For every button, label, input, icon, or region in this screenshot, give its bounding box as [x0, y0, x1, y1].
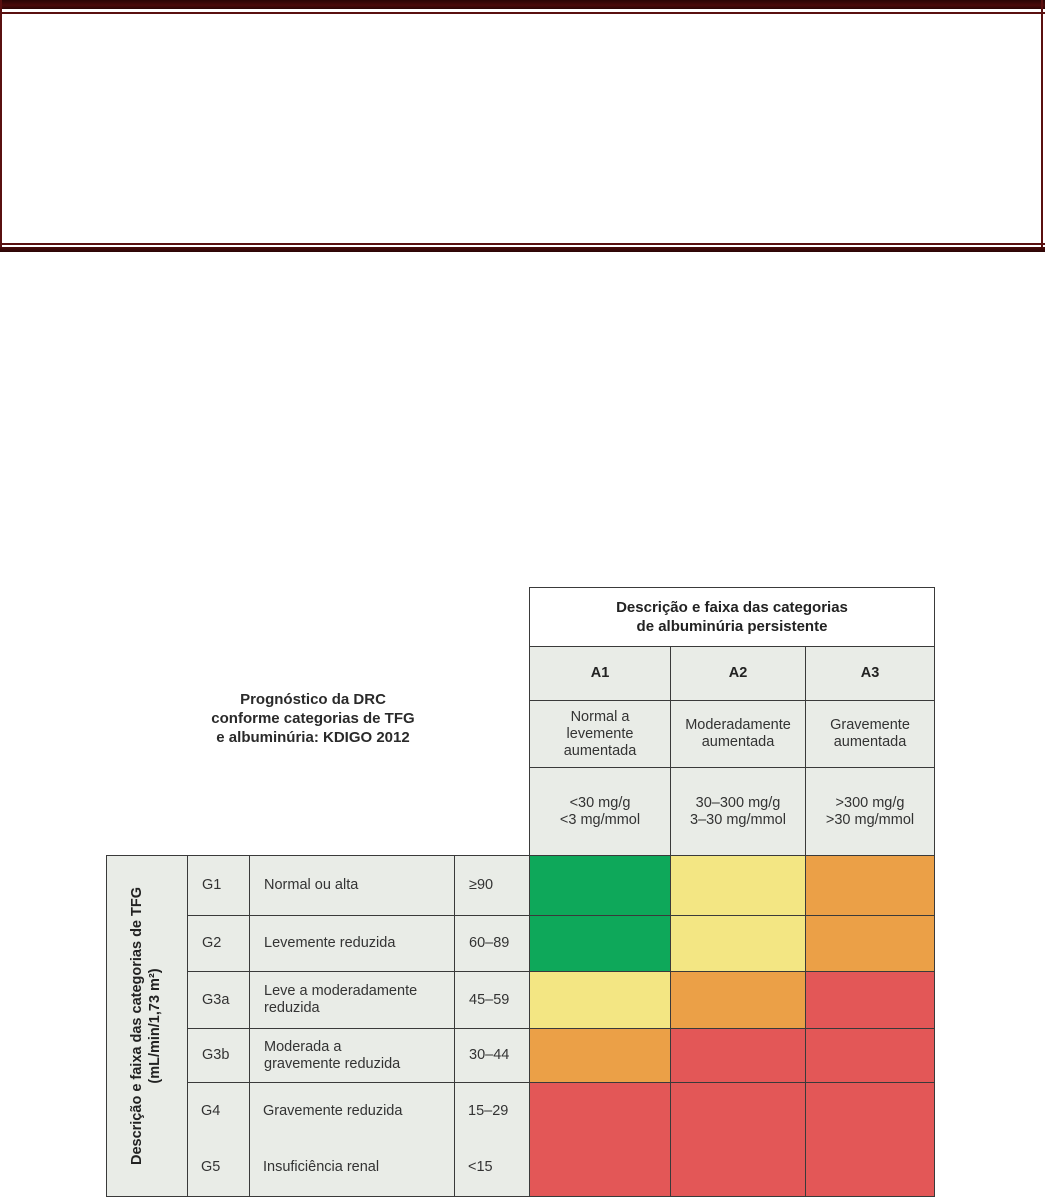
column-code-a1: A1	[529, 646, 671, 701]
row-range-g5: <15	[468, 1159, 493, 1175]
row-description-text: Moderada a gravemente reduzida	[264, 1038, 401, 1072]
column-description-a1	[529, 700, 671, 768]
column-description-line: Normal a	[570, 708, 630, 725]
row-description-g3a	[249, 971, 455, 1029]
risk-cell-g3a-a2	[670, 971, 806, 1029]
risk-cell-g3b-a3	[805, 1028, 935, 1083]
row-range-g1: ≥90	[454, 855, 530, 916]
gfr-label-line: Descrição e faixa das categorias de TFG	[129, 886, 146, 1166]
row-range-g3a: 45–59	[454, 971, 530, 1029]
figure-title-line: e albuminúria: KDIGO 2012	[216, 729, 410, 746]
row-description-g4: Gravemente reduzida	[263, 1102, 403, 1119]
column-description-line: Gravemente	[830, 717, 910, 733]
column-code-a3: A3	[805, 646, 935, 701]
row-description-g5: Insuficiência renal	[263, 1159, 380, 1175]
gfr-label-line: (mL/min/1,73 m²)	[147, 968, 164, 1084]
row-description-text: Leve a moderadamente reduzida	[264, 983, 418, 1016]
row-code-g3b: G3b	[187, 1028, 250, 1083]
column-range-a2	[670, 767, 806, 856]
figure-title-line: conforme categorias de TFG	[211, 710, 415, 727]
column-description-line: Moderadamente	[685, 717, 791, 733]
risk-cell-g1-a3	[805, 855, 935, 916]
risk-cell-g1-a1	[529, 855, 671, 916]
risk-cell-g4-g5-a1	[529, 1082, 671, 1197]
column-description-line: aumentada	[701, 734, 775, 750]
row-code-g3a: G3a	[187, 971, 250, 1029]
risk-cell-g2-a1	[529, 915, 671, 972]
risk-cell-g3b-a1	[529, 1028, 671, 1083]
column-range-line: >300 mg/g	[835, 794, 905, 811]
column-range-line: 3–30 mg/mmol	[690, 811, 786, 828]
column-description-a2	[670, 700, 806, 768]
column-description-line: levemente	[566, 725, 634, 742]
gfr-vertical-label	[106, 855, 186, 1197]
risk-cell-g3a-a3	[805, 971, 935, 1029]
albuminuria-header-line: Descrição e faixa das categorias	[616, 599, 848, 616]
row-description-g3b	[249, 1028, 455, 1083]
row-description-g1: Normal ou alta	[249, 855, 455, 916]
row-code-g2: G2	[187, 915, 250, 972]
risk-cell-g1-a2	[670, 855, 806, 916]
figure-title-line: Prognóstico da DRC	[240, 691, 386, 708]
column-range-line: <30 mg/g	[569, 794, 631, 811]
risk-cell-g3a-a1	[529, 971, 671, 1029]
row-code-g5: G5	[201, 1159, 221, 1175]
row-description-g2: Levemente reduzida	[249, 915, 455, 972]
column-range-line: >30 mg/mmol	[825, 811, 915, 828]
column-range-line: <3 mg/mmol	[559, 811, 641, 828]
albuminuria-header	[529, 587, 935, 647]
albuminuria-header-line: de albuminúria persistente	[636, 618, 828, 635]
row-range-g3b: 30–44	[454, 1028, 530, 1083]
risk-cell-g4-g5-a2	[670, 1082, 806, 1197]
column-range-a3	[805, 767, 935, 856]
row-range-g2: 60–89	[454, 915, 530, 972]
risk-cell-g2-a3	[805, 915, 935, 972]
row-code-g4: G4	[201, 1102, 221, 1119]
figure-title	[178, 690, 448, 747]
column-code-a2: A2	[670, 646, 806, 701]
row-code-g1: G1	[187, 855, 250, 916]
column-range-a1	[529, 767, 671, 856]
column-description-a3	[805, 700, 935, 768]
column-description-line: aumentada	[833, 734, 907, 750]
column-description-line: aumentada	[563, 742, 637, 759]
risk-cell-g3b-a2	[670, 1028, 806, 1083]
risk-cell-g4-g5-a3	[805, 1082, 935, 1197]
column-range-line: 30–300 mg/g	[695, 794, 781, 811]
row-range-g4: 15–29	[468, 1102, 509, 1119]
risk-cell-g2-a2	[670, 915, 806, 972]
